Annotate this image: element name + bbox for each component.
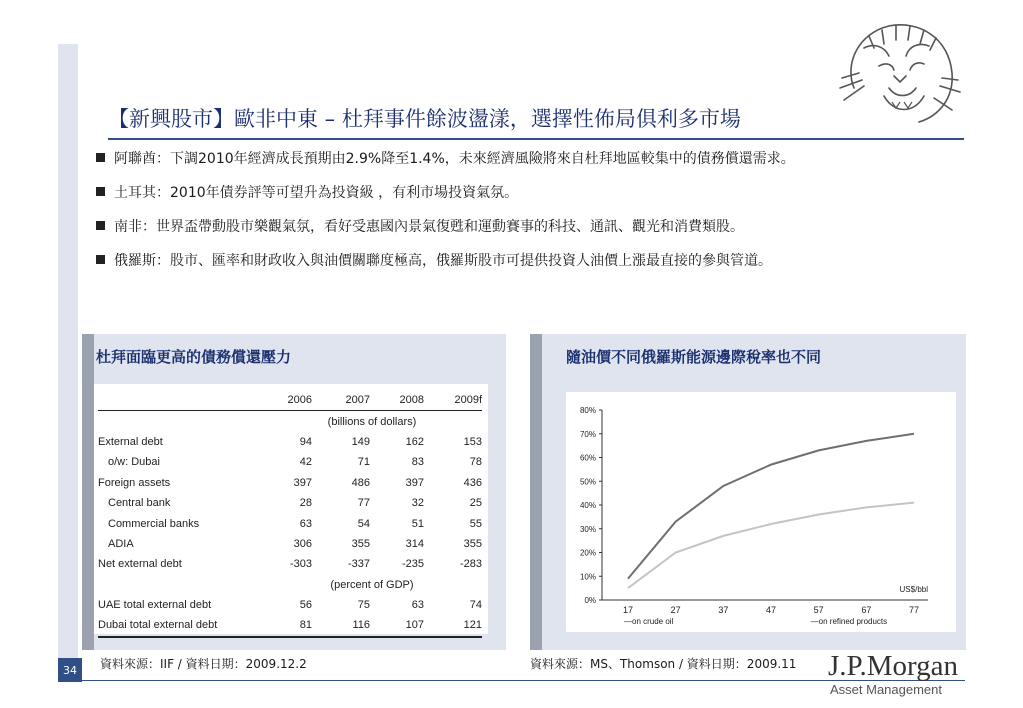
bullet-square-icon — [96, 255, 105, 264]
table-unit-label: (percent of GDP) — [330, 578, 414, 591]
table-cell: -283 — [459, 558, 482, 571]
logo-sub-text: Asset Management — [830, 682, 943, 697]
right-panel-title: 隨油價不同俄羅斯能源邊際稅率也不同 — [566, 348, 822, 366]
left-accent-bar — [58, 44, 78, 676]
table-row — [98, 473, 482, 493]
table-cell: 54 — [357, 517, 370, 530]
y-tick-label: 70% — [579, 429, 596, 439]
bullet-list — [96, 148, 1006, 284]
table-cell — [98, 575, 262, 595]
logo-main-text: J.P.Morgan — [828, 650, 958, 682]
x-axis-unit-label: US$/bbl — [899, 585, 928, 594]
y-tick-label: 30% — [579, 524, 596, 534]
table-cell — [98, 411, 262, 432]
page-number: 34 — [58, 658, 82, 682]
table-row-label: UAE total external debt — [98, 599, 212, 612]
table-header — [98, 390, 262, 411]
left-source-note: 資料來源：IIF / 資料日期：2009.12.2 — [100, 657, 307, 671]
table-cell: 314 — [405, 537, 424, 550]
table-row — [98, 432, 482, 452]
table-cell: 75 — [357, 599, 370, 612]
table-row-label: ADIA — [108, 537, 134, 550]
y-tick-label: 20% — [579, 548, 596, 558]
table-unit-row — [98, 411, 482, 432]
series-line-refined-products — [628, 503, 914, 589]
jpmorgan-logo — [828, 650, 958, 697]
bullet-square-icon — [96, 153, 105, 162]
table-header: 2007 — [312, 390, 370, 411]
table-row-label: o/w: Dubai — [108, 456, 160, 469]
table-cell: 107 — [370, 615, 424, 636]
bullet-item — [96, 182, 1006, 216]
table-cell: -303 — [289, 558, 312, 571]
bullet-text: 阿聯酋：下調2010年經濟成長預期由2.9%降至1.4%，未來經濟風險將來自杜拜地區較集中的債務償還需求。 — [114, 151, 795, 167]
debt-table-box — [94, 384, 488, 634]
table-row — [98, 595, 482, 615]
table-cell: 28 — [299, 497, 312, 510]
table-cell: 77 — [357, 497, 370, 510]
table-cell: 486 — [351, 476, 370, 489]
table-cell: 436 — [463, 476, 482, 489]
tax-rate-chart-box — [566, 392, 956, 632]
tax-rate-chart — [566, 392, 956, 632]
table-cell: -235 — [401, 558, 424, 571]
table-cell: 355 — [463, 537, 482, 550]
y-tick-label: 0% — [584, 596, 596, 605]
y-tick-label: 60% — [579, 453, 596, 463]
table-cell: 55 — [469, 517, 482, 530]
bullet-text: 南非：世界盃帶動股市樂觀氣氛，看好受惠國內景氣復甦和運動賽事的科技、通訊、觀光和消費類股。 — [114, 219, 744, 235]
table-cell: 71 — [357, 456, 370, 469]
table-row-label: Foreign assets — [98, 476, 171, 489]
x-tick-label: 27 — [670, 605, 681, 615]
bullet-text: 土耳其：2010年債券評等可望升為投資級 ，有利市場投資氣氛。 — [114, 185, 519, 201]
table-cell: 355 — [351, 537, 370, 550]
table-row — [98, 493, 482, 513]
x-tick-label: 77 — [908, 605, 920, 615]
title-divider — [108, 138, 964, 140]
tiger-logo-icon — [834, 18, 964, 130]
right-source-note: 資料來源：MS、Thomson / 資料日期：2009.11 — [530, 657, 797, 671]
x-tick-label: 37 — [718, 605, 729, 615]
table-cell: 25 — [469, 497, 482, 510]
table-cell: 397 — [293, 476, 312, 489]
table-cell: 94 — [299, 435, 312, 448]
bullet-square-icon — [96, 187, 105, 196]
bullet-item — [96, 250, 1006, 284]
panel-stripe — [530, 334, 542, 650]
legend-refined-products: —on refined products — [810, 617, 888, 626]
y-tick-label: 50% — [579, 477, 596, 487]
table-unit-label: (billions of dollars) — [327, 415, 417, 428]
table-row — [98, 452, 482, 472]
table-row — [98, 615, 482, 636]
y-tick-label: 10% — [579, 572, 596, 582]
table-cell: 116 — [312, 615, 370, 636]
y-tick-label: 80% — [579, 406, 596, 415]
page-title: 【新興股市】歐非中東 – 杜拜事件餘波盪漾，選擇性佈局俱利多市場 — [108, 107, 741, 131]
table-cell: 121 — [424, 615, 482, 636]
table-cell: 149 — [351, 435, 370, 448]
table-cell: 397 — [405, 476, 424, 489]
table-cell: 56 — [299, 599, 312, 612]
table-cell: 63 — [411, 599, 424, 612]
left-panel-title: 杜拜面臨更高的債務償還壓力 — [96, 348, 292, 366]
table-cell: 51 — [411, 517, 424, 530]
bullet-text: 俄羅斯：股市、匯率和財政收入與油價關聯度極高，俄羅斯股市可提供投資人油價上漲最直接的參與管道。 — [114, 253, 772, 269]
y-tick-label: 40% — [579, 501, 596, 510]
table-cell: 81 — [262, 615, 312, 636]
table-cell: 74 — [469, 599, 482, 612]
x-tick-label: 57 — [813, 605, 824, 615]
table-row-label: Net external debt — [98, 558, 182, 571]
table-cell: 306 — [293, 537, 312, 550]
table-row — [98, 554, 482, 574]
table-row-label: Commercial banks — [108, 517, 200, 530]
panel-stripe — [82, 334, 94, 650]
bullet-square-icon — [96, 221, 105, 230]
bullet-item — [96, 216, 1006, 250]
table-header-row — [98, 390, 482, 411]
table-row-label: Dubai total external debt — [98, 615, 262, 636]
table-cell: 32 — [411, 497, 424, 510]
debt-table — [98, 390, 482, 638]
table-unit-row — [98, 575, 482, 595]
table-cell: 63 — [299, 517, 312, 530]
x-tick-label: 67 — [861, 605, 872, 615]
table-cell: 153 — [463, 435, 482, 448]
table-cell: -337 — [347, 558, 370, 571]
table-row — [98, 534, 482, 554]
table-header: 2006 — [262, 390, 312, 411]
table-row — [98, 513, 482, 533]
x-tick-label: 47 — [765, 605, 777, 615]
table-header: 2009f — [424, 390, 482, 411]
legend-crude-oil: —on crude oil — [624, 617, 674, 626]
table-cell: 83 — [411, 456, 424, 469]
table-cell: 42 — [299, 456, 312, 469]
bullet-item — [96, 148, 1006, 182]
table-cell: 78 — [469, 456, 482, 469]
table-cell: 162 — [405, 435, 424, 448]
table-header: 2008 — [370, 390, 424, 411]
table-row-label: External debt — [98, 435, 163, 448]
x-tick-label: 17 — [622, 605, 634, 615]
table-row-label: Central bank — [108, 497, 171, 510]
